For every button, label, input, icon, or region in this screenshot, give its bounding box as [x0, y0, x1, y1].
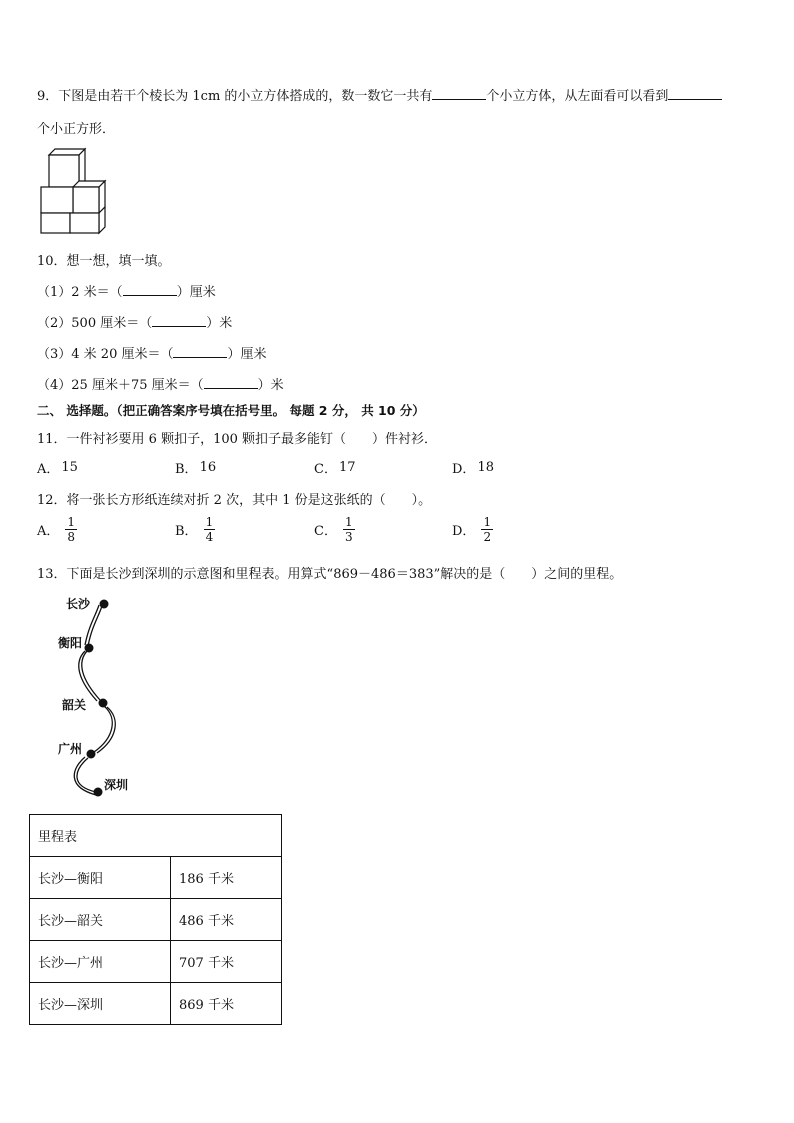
question-10-item [37, 343, 267, 362]
option-label: D． [452, 524, 476, 539]
option-value: 16 [199, 460, 217, 475]
question-10-item [37, 281, 216, 300]
mileage-table [29, 814, 282, 1025]
item-text: （4）25 厘米＋75 厘米＝（ [37, 378, 204, 393]
question-9-text-a: 9．下图是由若干个棱长为 1cm 的小立方体搭成的，数一数它一共有 [37, 89, 433, 104]
city-dot [85, 644, 94, 653]
numerator: 1 [67, 515, 76, 529]
question-11-stem: 11．一件衬衫要用 6 颗扣子，100 颗扣子最多能钉（ ）件衬衫． [37, 432, 438, 447]
route-cell: 长沙—韶关 [30, 899, 171, 941]
numerator: 1 [205, 515, 214, 529]
item-unit: ）米 [257, 378, 284, 393]
question-12-stem: 12．将一张长方形纸连续对折 2 次，其中 1 份是这张纸的（ ）。 [37, 493, 432, 508]
question-9-line1 [37, 85, 722, 104]
option-a[interactable] [37, 515, 77, 544]
fraction [204, 515, 216, 544]
table-title: 里程表 [30, 815, 282, 857]
option-d[interactable] [452, 515, 493, 544]
question-9-text-b: 个小立方体，从左面看可以看到 [486, 89, 669, 104]
distance-cell: 186 千米 [171, 857, 282, 899]
fraction [343, 515, 355, 544]
answer-blank[interactable] [173, 344, 227, 358]
denominator: 4 [205, 530, 214, 544]
option-value: 18 [477, 460, 494, 475]
option-b[interactable] [175, 515, 215, 544]
map-label-shenzhen: 深圳 [104, 778, 129, 792]
answer-blank[interactable] [123, 282, 177, 296]
item-unit: ）米 [206, 316, 233, 331]
option-c[interactable] [314, 515, 355, 544]
route-cell: 长沙—广州 [30, 941, 171, 983]
option-label: C． [314, 524, 337, 539]
numerator: 1 [483, 515, 492, 529]
option-value: 17 [338, 460, 356, 475]
option-value: 15 [61, 460, 78, 475]
question-10-item [37, 374, 284, 393]
option-label: D． [452, 462, 476, 477]
numerator: 1 [344, 515, 353, 529]
option-c[interactable] [314, 458, 356, 477]
item-text: （1）2 米＝（ [37, 285, 123, 300]
route-map [46, 590, 146, 805]
option-a[interactable] [37, 458, 78, 477]
denominator: 2 [483, 530, 492, 544]
table-row [30, 941, 282, 983]
fraction [481, 515, 493, 544]
option-label: B． [175, 524, 198, 539]
city-dot [99, 699, 108, 708]
route-cell: 长沙—深圳 [30, 983, 171, 1025]
city-dot [87, 750, 96, 759]
map-label-changsha: 长沙 [66, 597, 91, 611]
table-row [30, 899, 282, 941]
distance-cell: 486 千米 [171, 899, 282, 941]
denominator: 3 [344, 530, 353, 544]
table-row [30, 857, 282, 899]
map-label-shaoguan: 韶关 [62, 698, 87, 712]
answer-blank[interactable] [204, 375, 258, 389]
route-map-lines [46, 590, 146, 805]
city-dot [100, 600, 109, 609]
map-label-guangzhou: 广州 [58, 742, 83, 756]
option-d[interactable] [452, 458, 494, 477]
item-text: （2）500 厘米＝（ [37, 316, 153, 331]
option-label: A． [37, 524, 60, 539]
question-10-item [37, 312, 232, 331]
item-unit: ）厘米 [227, 347, 267, 362]
option-label: B． [175, 462, 198, 477]
answer-blank[interactable] [152, 313, 206, 327]
cube-stack-figure [38, 147, 108, 235]
table-row [30, 983, 282, 1025]
fraction [65, 515, 77, 544]
distance-cell: 707 千米 [171, 941, 282, 983]
table-header-row [30, 815, 282, 857]
question-9-line2: 个小正方形． [37, 122, 116, 137]
answer-blank[interactable] [432, 86, 486, 100]
section-2-title: 二、 选择题。（把正确答案序号填在括号里。 每题 2 分， 共 10 分） [37, 403, 425, 418]
map-label-hengyang: 衡阳 [58, 636, 83, 650]
answer-blank[interactable] [668, 86, 722, 100]
city-dot [94, 788, 103, 797]
option-b[interactable] [175, 458, 216, 477]
item-unit: ）厘米 [176, 285, 216, 300]
question-10-stem: 10．想一想，填一填。 [37, 254, 171, 269]
question-13-stem: 13．下面是长沙到深圳的示意图和里程表。用算式“869－486＝383”解决的是（ ）之间的里程。 [37, 567, 623, 582]
option-label: A． [37, 462, 60, 477]
item-text: （3）4 米 20 厘米＝（ [37, 347, 174, 362]
distance-cell: 869 千米 [171, 983, 282, 1025]
denominator: 8 [67, 530, 76, 544]
route-cell: 长沙—衡阳 [30, 857, 171, 899]
option-label: C． [314, 462, 337, 477]
